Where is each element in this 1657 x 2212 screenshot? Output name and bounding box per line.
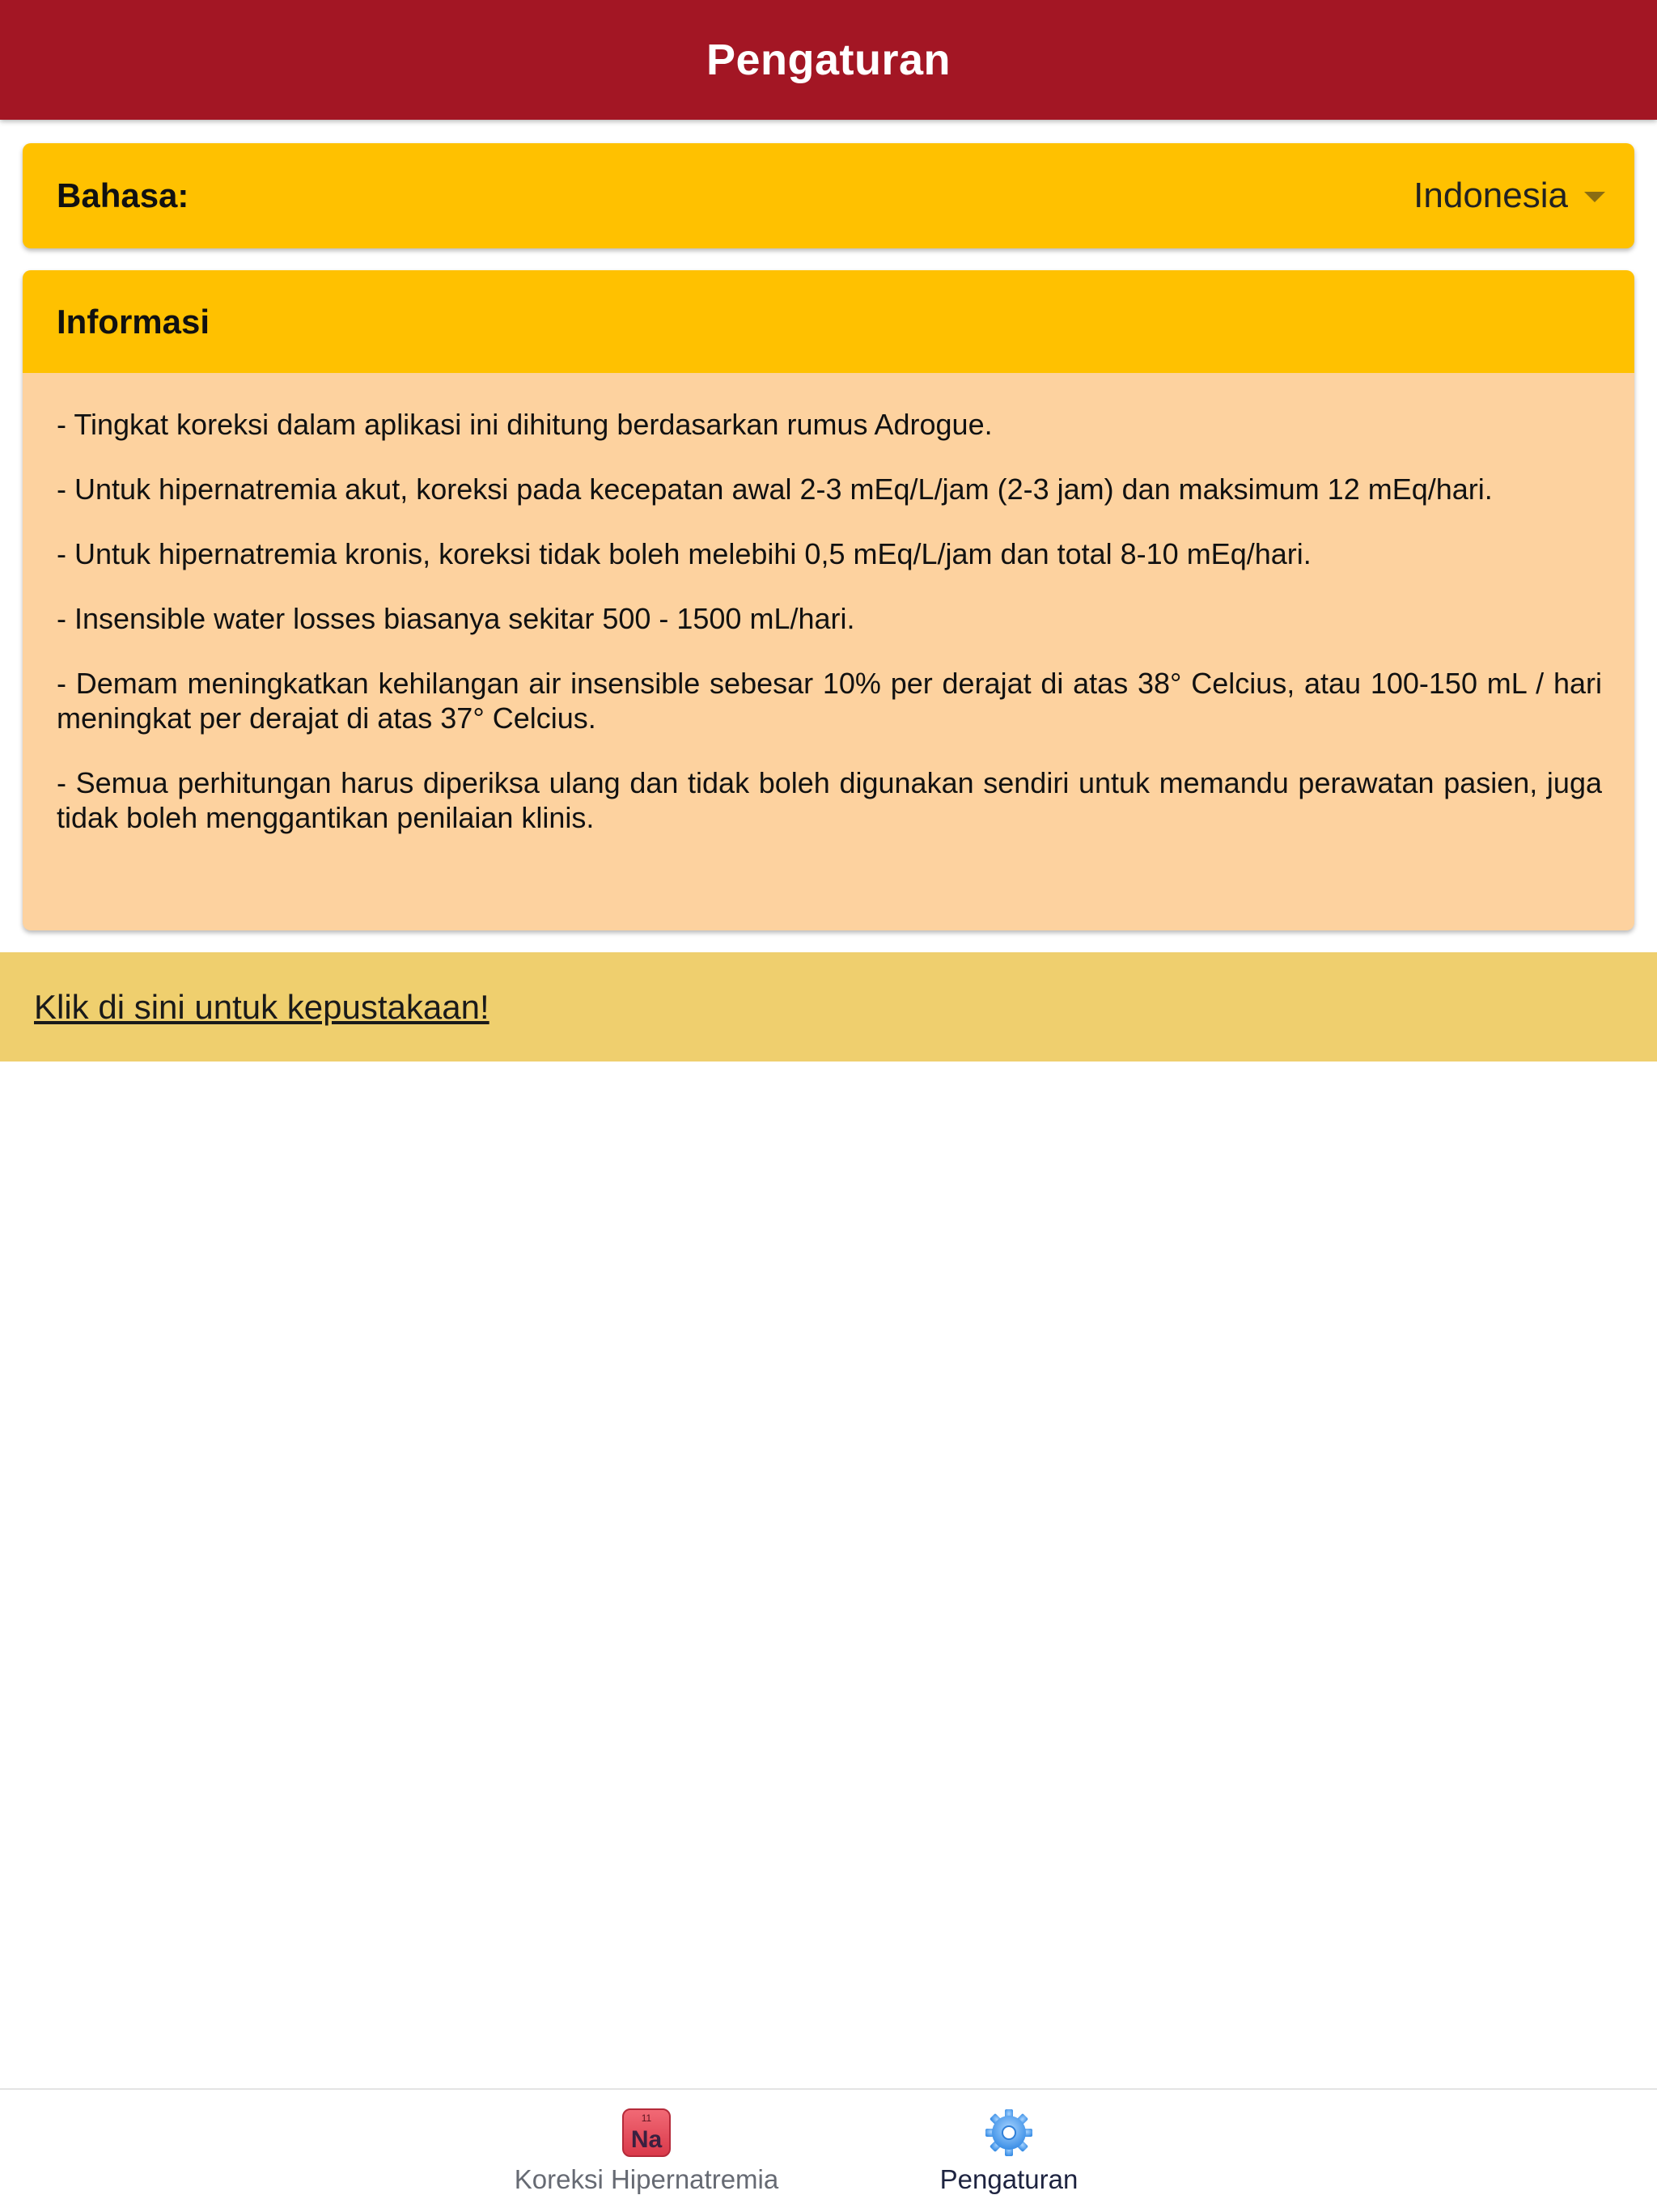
- language-selected-value[interactable]: Indonesia: [1413, 176, 1568, 215]
- language-select[interactable]: [1413, 176, 1605, 216]
- tab-bar: [0, 2088, 1657, 2212]
- tab-label[interactable]: Pengaturan: [939, 2164, 1079, 2194]
- language-card: [23, 143, 1634, 248]
- tab-pengaturan[interactable]: [839, 2108, 1179, 2195]
- tab-label[interactable]: Koreksi Hipernatremia: [514, 2164, 779, 2194]
- info-title: Informasi: [57, 302, 210, 341]
- info-card: [23, 270, 1634, 930]
- gear-icon[interactable]: [984, 2108, 1034, 2158]
- info-body: [23, 373, 1634, 835]
- info-item: - Untuk hipernatremia akut, koreksi pada kecepatan awal 2-3 mEq/L/jam (2-3 jam) dan maksimum 12 mEq/hari.: [57, 472, 1493, 506]
- svg-text:11: 11: [641, 2112, 652, 2124]
- tab-koreksi-hipernatremia[interactable]: [477, 2108, 816, 2195]
- info-item: - Demam meningkatkan kehilangan air insensible sebesar 10% per derajat di atas 38° Celcius, atau 100-150 mL / hari meningkat per derajat di atas 37° Celcius.: [57, 667, 1602, 735]
- svg-text:Na: Na: [630, 2126, 663, 2153]
- info-item: - Semua perhitungan harus diperiksa ulang dan tidak boleh digunakan sendiri untuk memandu perawatan pasien, juga tidak boleh menggantikan penilaian klinis.: [57, 766, 1602, 834]
- library-link-bar: [0, 952, 1657, 1062]
- language-label: Bahasa:: [57, 176, 189, 214]
- info-item: - Untuk hipernatremia kronis, koreksi tidak boleh melebihi 0,5 mEq/L/jam dan total 8-10 mEq/hari.: [57, 537, 1312, 570]
- app-header: [0, 0, 1657, 120]
- library-link[interactable]: Klik di sini untuk kepustakaan!: [34, 987, 489, 1026]
- info-item: - Insensible water losses biasanya sekitar 500 - 1500 mL/hari.: [57, 602, 855, 635]
- chevron-down-icon[interactable]: [1584, 192, 1605, 202]
- info-item: - Tingkat koreksi dalam aplikasi ini dihitung berdasarkan rumus Adrogue.: [57, 408, 993, 441]
- sodium-element-icon[interactable]: [621, 2108, 672, 2158]
- info-card-header: [23, 270, 1634, 373]
- page-title: Pengaturan: [706, 36, 951, 84]
